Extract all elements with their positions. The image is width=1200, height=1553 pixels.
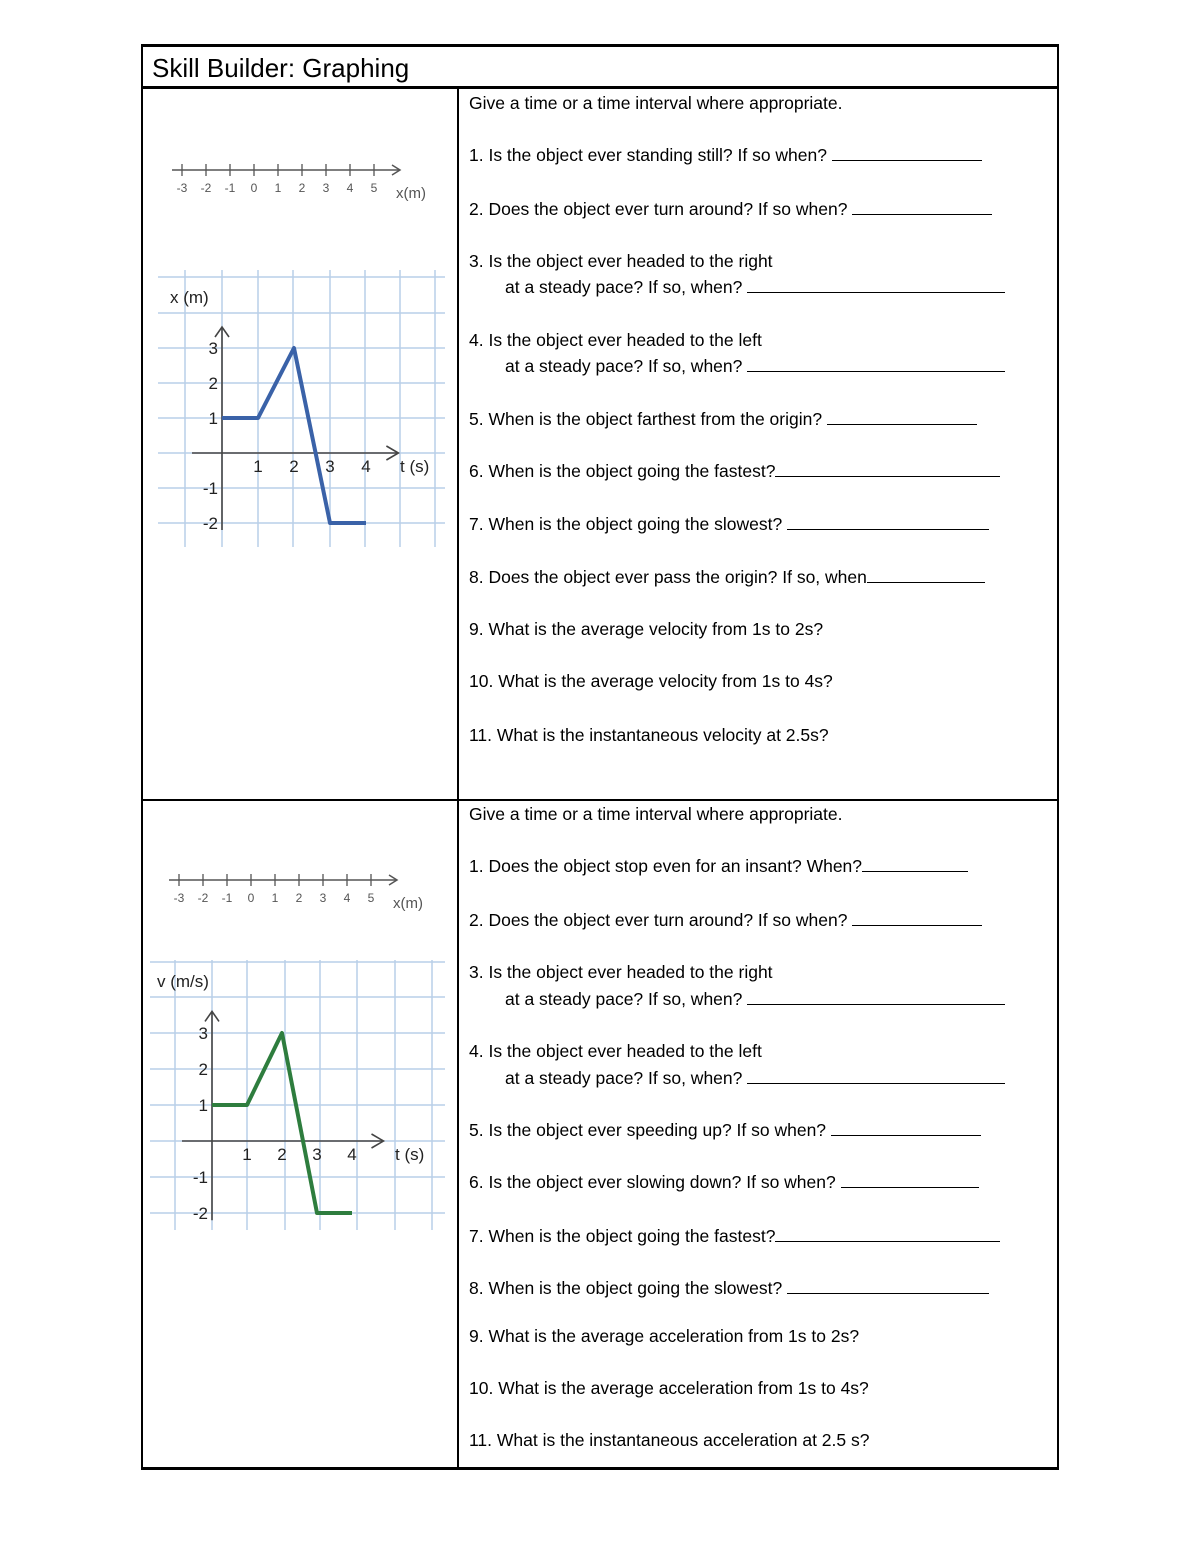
number-line-tick-label: -2 [197, 891, 209, 905]
number-line-tick-label: -1 [224, 181, 236, 195]
table-border-bottom [141, 1467, 1059, 1470]
question-7: 7. When is the object going the slowest? [469, 513, 989, 535]
number-line-tick-label: 1 [271, 891, 279, 905]
answer-blank[interactable] [867, 566, 985, 583]
answer-blank[interactable] [747, 355, 1005, 372]
title-divider [141, 86, 1059, 89]
question-3: 3. Is the object ever headed to the right [469, 251, 773, 271]
question-2: 2. Does the object ever turn around? If so when? [469, 198, 992, 220]
table-border-left [141, 44, 143, 1470]
answer-blank[interactable] [747, 988, 1005, 1005]
question-10: 10. What is the average acceleration from 1s to 4s? [469, 1378, 869, 1398]
question-5: 5. When is the object farthest from the origin? [469, 408, 977, 430]
question-4-cont: at a steady pace? If so, when? [469, 355, 1005, 377]
answer-blank[interactable] [775, 460, 1000, 477]
y-tick-label: 3 [208, 339, 218, 358]
x-tick-label: 1 [253, 457, 263, 476]
question-3: 3. Is the object ever headed to the right [469, 962, 773, 982]
instructions: Give a time or a time interval where appropriate. [469, 93, 843, 113]
answer-blank[interactable] [831, 1119, 981, 1136]
question-11: 11. What is the instantaneous velocity at 2.5s? [469, 725, 829, 745]
question-8: 8. When is the object going the slowest? [469, 1277, 989, 1299]
x-tick-label: 2 [289, 457, 299, 476]
question-8: 8. Does the object ever pass the origin? If so, when [469, 566, 985, 588]
question-3-cont: at a steady pace? If so, when? [469, 276, 1005, 298]
question-2: 2. Does the object ever turn around? If so when? [469, 909, 982, 931]
question-5: 5. Is the object ever speeding up? If so when? [469, 1119, 981, 1141]
question-1: 1. Is the object ever standing still? If so when? [469, 144, 982, 166]
number-line-label: x(m) [396, 185, 426, 202]
section-divider [141, 799, 1059, 801]
x-axis-label: t (s) [400, 457, 430, 476]
x-tick-label: 4 [361, 457, 371, 476]
answer-blank[interactable] [787, 513, 989, 530]
question-3-cont: at a steady pace? If so, when? [469, 988, 1005, 1010]
question-7: 7. When is the object going the fastest? [469, 1225, 1000, 1247]
y-axis-label: x (m) [170, 288, 209, 307]
x-tick-label: 2 [277, 1145, 287, 1164]
answer-blank[interactable] [852, 198, 992, 215]
x-axis-label: t (s) [395, 1145, 425, 1164]
question-1: 1. Does the object stop even for an insant? When? [469, 855, 968, 877]
table-border-right [1057, 44, 1059, 1470]
column-divider [457, 86, 459, 1470]
number-line-2 [165, 868, 440, 918]
number-line-tick-label: 2 [295, 891, 303, 905]
number-line-tick-label: 0 [247, 891, 255, 905]
number-line-1 [168, 158, 443, 208]
y-tick-label: -1 [202, 479, 218, 498]
y-axis-label: v (m/s) [157, 972, 209, 991]
table-border-top [141, 44, 1059, 47]
x-tick-label: 1 [242, 1145, 252, 1164]
number-line-tick-label: -3 [173, 891, 185, 905]
question-9: 9. What is the average velocity from 1s to 2s? [469, 619, 824, 639]
question-11: 11. What is the instantaneous acceleration at 2.5 s? [469, 1430, 870, 1450]
data-line [222, 348, 366, 523]
instructions: Give a time or a time interval where appropriate. [469, 804, 843, 824]
y-tick-label: 1 [208, 409, 218, 428]
answer-blank[interactable] [747, 1067, 1005, 1084]
number-line-tick-label: 4 [346, 181, 354, 195]
answer-blank[interactable] [832, 144, 982, 161]
question-9: 9. What is the average acceleration from 1s to 2s? [469, 1326, 860, 1346]
number-line-tick-label: 2 [298, 181, 306, 195]
number-line-tick-label: 3 [319, 891, 327, 905]
question-6: 6. Is the object ever slowing down? If so when? [469, 1171, 979, 1193]
position-time-graph [150, 265, 450, 555]
answer-blank[interactable] [747, 276, 1005, 293]
number-line-label: x(m) [393, 895, 423, 912]
data-line [212, 1033, 352, 1213]
question-4: 4. Is the object ever headed to the left [469, 1041, 762, 1061]
x-tick-label: 3 [325, 457, 335, 476]
y-tick-label: -1 [192, 1168, 208, 1187]
answer-blank[interactable] [841, 1171, 979, 1188]
page-title: Skill Builder: Graphing [152, 53, 410, 83]
y-tick-label: 2 [208, 374, 218, 393]
x-tick-label: 3 [312, 1145, 322, 1164]
question-4: 4. Is the object ever headed to the left [469, 330, 762, 350]
velocity-time-graph [145, 955, 450, 1240]
number-line-tick-label: 5 [367, 891, 375, 905]
question-4-cont: at a steady pace? If so, when? [469, 1067, 1005, 1089]
answer-blank[interactable] [787, 1277, 989, 1294]
y-tick-label: -2 [202, 514, 218, 533]
question-10: 10. What is the average velocity from 1s to 4s? [469, 671, 833, 691]
number-line-tick-label: 4 [343, 891, 351, 905]
y-tick-label: 3 [198, 1024, 208, 1043]
number-line-tick-label: -1 [221, 891, 233, 905]
y-tick-label: 2 [198, 1060, 208, 1079]
number-line-tick-label: 5 [370, 181, 378, 195]
number-line-tick-label: 0 [250, 181, 258, 195]
answer-blank[interactable] [775, 1225, 1000, 1242]
answer-blank[interactable] [862, 855, 968, 872]
number-line-tick-label: -3 [176, 181, 188, 195]
y-tick-label: 1 [198, 1096, 208, 1115]
number-line-tick-label: 1 [274, 181, 282, 195]
answer-blank[interactable] [827, 408, 977, 425]
question-6: 6. When is the object going the fastest? [469, 460, 1000, 482]
y-tick-label: -2 [192, 1204, 208, 1223]
x-tick-label: 4 [347, 1145, 357, 1164]
number-line-tick-label: -2 [200, 181, 212, 195]
number-line-tick-label: 3 [322, 181, 330, 195]
answer-blank[interactable] [852, 909, 982, 926]
